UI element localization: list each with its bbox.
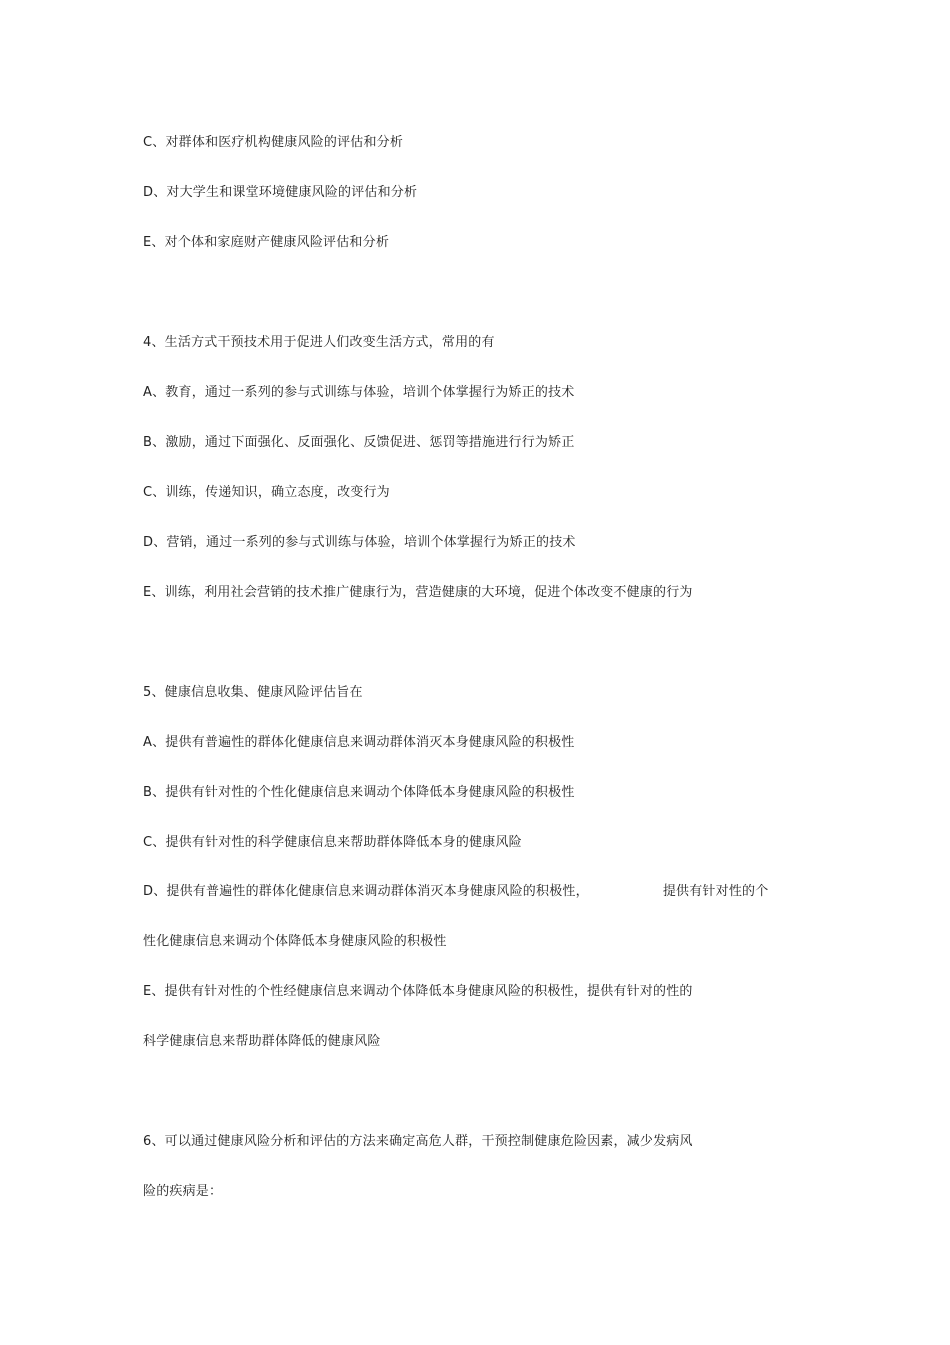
option-5d-part2: 提供有针对性的个 [662, 884, 769, 899]
option-4a: A、教育，通过一系列的参与式训练与体验，培训个体掌握行为矫正的技术 [143, 385, 575, 400]
option-5e-continued: 科学健康信息来帮助群体降低的健康风险 [143, 1034, 381, 1049]
question-6-continued: 险的疾病是： [143, 1184, 223, 1199]
option-4d: D、营销，通过一系列的参与式训练与体验，培训个体掌握行为矫正的技术 [143, 535, 576, 550]
question-5: 5、健康信息收集、健康风险评估旨在 [143, 685, 363, 700]
option-4c: C、训练，传递知识，确立态度，改变行为 [143, 485, 390, 500]
option-5a: A、提供有普遍性的群体化健康信息来调动群体消灭本身健康风险的积极性 [143, 735, 575, 750]
option-4b: B、激励，通过下面强化、反面强化、反馈促进、惩罚等措施进行行为矫正 [143, 435, 575, 450]
option-3c: C、对群体和医疗机构健康风险的评估和分析 [143, 135, 404, 150]
option-4e: E、训练，利用社会营销的技术推广健康行为，营造健康的大环境，促进个体改变不健康的行为 [143, 585, 693, 600]
option-3d: D、对大学生和课堂环境健康风险的评估和分析 [143, 185, 418, 200]
option-3e: E、对个体和家庭财产健康风险评估和分析 [143, 235, 390, 250]
option-5d-part1: D、提供有普遍性的群体化健康信息来调动群体消灭本身健康风险的积极性， [143, 884, 589, 899]
question-4: 4、生活方式干预技术用于促进人们改变生活方式，常用的有 [143, 335, 495, 350]
question-6: 6、可以通过健康风险分析和评估的方法来确定高危人群，干预控制健康危险因素，减少发病风 [143, 1134, 693, 1149]
option-5b: B、提供有针对性的个性化健康信息来调动个体降低本身健康风险的积极性 [143, 785, 575, 800]
option-5e: E、提供有针对性的个性经健康信息来调动个体降低本身健康风险的积极性，提供有针对的性的 [143, 984, 693, 999]
option-5d [143, 884, 768, 900]
option-5c: C、提供有针对性的科学健康信息来帮助群体降低本身的健康风险 [143, 835, 522, 850]
option-5d-continued: 性化健康信息来调动个体降低本身健康风险的积极性 [143, 934, 447, 949]
